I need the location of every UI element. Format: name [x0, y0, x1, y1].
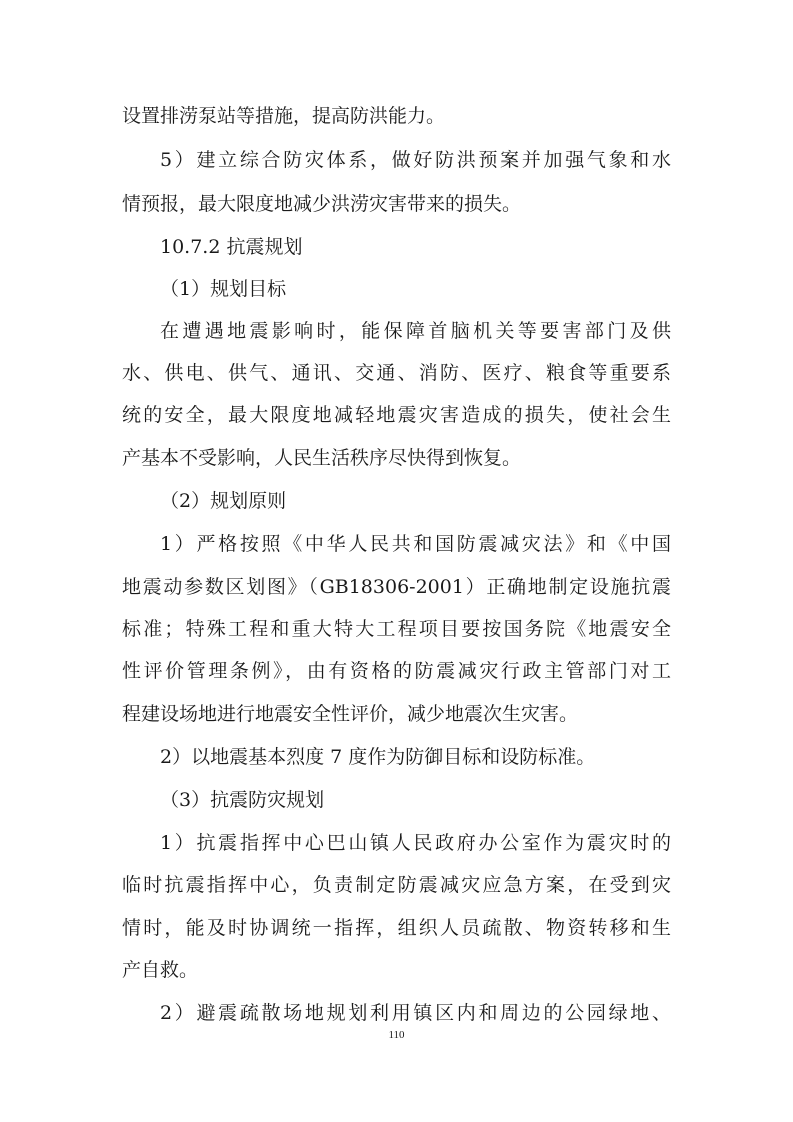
list-item-line: 2）以地震基本烈度 7 度作为防御目标和设防标准。 [160, 746, 596, 768]
body-text-line: 性评价管理条例》，由有资格的防震减灾行政主管部门对工 [122, 660, 671, 682]
body-text-line: 统的安全，最大限度地减轻地震灾害造成的损失，使社会生 [122, 404, 671, 426]
body-text-line: 情时，能及时协调统一指挥，组织人员疏散、物资转移和生 [122, 917, 671, 939]
body-text-line: 程建设场地进行地震安全性评价，减少地震次生灾害。 [122, 703, 579, 725]
section-heading: 10.7.2 抗震规划 [160, 236, 303, 258]
list-item-line: 1）抗震指挥中心巴山镇人民政府办公室作为震灾时的 [160, 832, 671, 854]
subsection-heading: （3）抗震防灾规划 [160, 789, 325, 811]
body-text-line: 情预报，最大限度地减少洪涝灾害带来的损失。 [122, 193, 522, 215]
list-item-line: 1）严格按照《中华人民共和国防震减灾法》和《中国 [160, 533, 671, 555]
body-text-line: 水、供电、供气、通讯、交通、消防、医疗、粮食等重要系 [122, 362, 671, 384]
subsection-heading: （2）规划原则 [160, 490, 287, 512]
body-text-line: 产自救。 [122, 959, 199, 981]
list-item-line: 5）建立综合防灾体系，做好防洪预案并加强气象和水 [160, 149, 671, 171]
body-text-line: 在遭遇地震影响时，能保障首脑机关等要害部门及供 [160, 320, 671, 342]
body-text-line: 产基本不受影响，人民生活秩序尽快得到恢复。 [122, 447, 522, 469]
body-text-line: 地震动参数区划图》（GB18306-2001）正确地制定设施抗震 [122, 576, 671, 598]
body-text-line: 临时抗震指挥中心，负责制定防震减灾应急方案，在受到灾 [122, 874, 671, 896]
list-item-line: 2）避震疏散场地规划利用镇区内和周边的公园绿地、 [160, 1002, 671, 1024]
subsection-heading: （1）规划目标 [160, 278, 287, 300]
body-text-line: 标准；特殊工程和重大特大工程项目要按国务院《地震安全 [122, 618, 671, 640]
body-text-line: 设置排涝泵站等措施，提高防洪能力。 [122, 105, 446, 127]
page-number: 110 [388, 1029, 405, 1041]
